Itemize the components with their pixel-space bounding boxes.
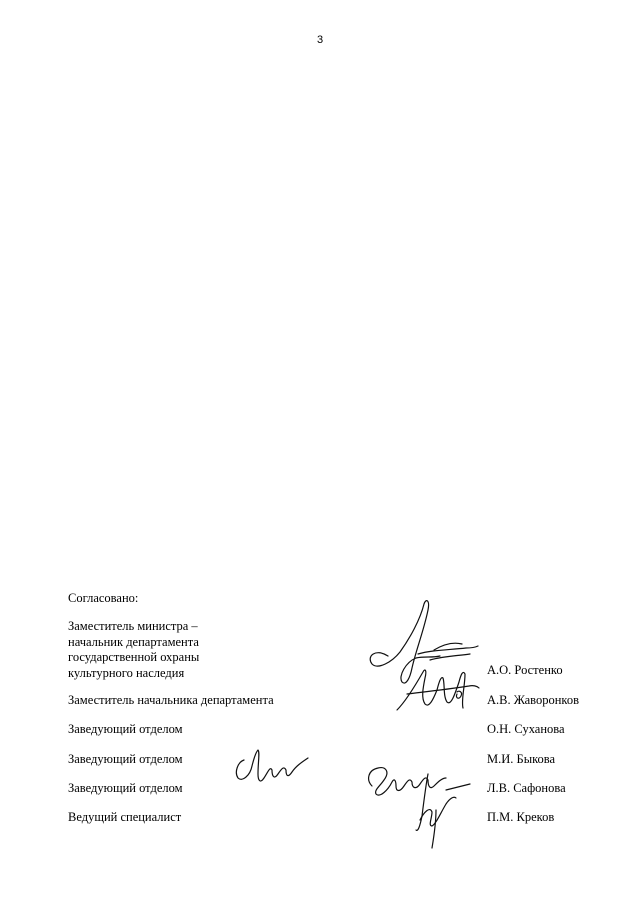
- approver-name-3: О.Н. Суханова: [487, 722, 565, 736]
- position-line: начальник департамента: [68, 634, 199, 649]
- position-line: Заведующий отделом: [68, 752, 183, 766]
- page-number: 3: [316, 34, 324, 46]
- signature-safonova: [362, 760, 482, 852]
- position-line: государственной охраны: [68, 650, 200, 664]
- approver-name-5: Л.В. Сафонова: [487, 781, 566, 795]
- approver-position-5: [68, 781, 183, 797]
- approver-position-1: [68, 619, 199, 681]
- approver-position-4: [68, 752, 183, 768]
- position-line: Заместитель начальника департамента: [68, 693, 274, 707]
- position-line: Заведующий отделом: [68, 781, 183, 795]
- approver-position-2: [68, 693, 274, 709]
- position-line: Заместитель министра –: [68, 619, 198, 633]
- position-line: Заведующий отделом: [68, 722, 183, 736]
- approver-name-2: А.В. Жаворонков: [487, 693, 580, 707]
- approver-position-3: [68, 722, 183, 738]
- approver-position-6: [68, 810, 181, 826]
- approver-name-4: М.И. Быкова: [487, 752, 556, 766]
- approver-name-1: А.О. Ростенко: [487, 663, 563, 677]
- signature-zhavoronkov: [393, 664, 483, 714]
- position-line: культурного наследия: [68, 665, 185, 680]
- position-line: Ведущий специалист: [68, 810, 182, 824]
- signature-bykova: [230, 748, 310, 788]
- approver-name-6: П.М. Креков: [487, 810, 555, 824]
- approval-header: Согласовано:: [68, 591, 139, 605]
